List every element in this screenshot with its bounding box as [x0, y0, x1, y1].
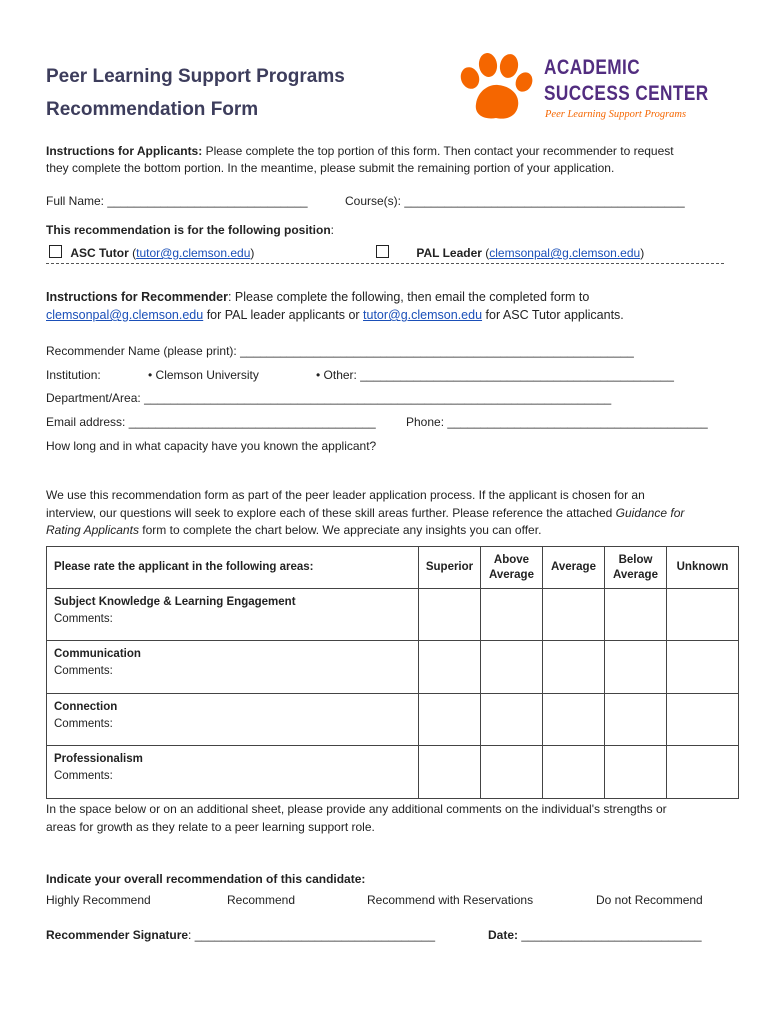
department-row	[46, 391, 611, 405]
asc-tutor-checkbox[interactable]	[49, 245, 62, 258]
applicant-instructions-label: Instructions for Applicants:	[46, 144, 203, 158]
rating-cell[interactable]	[481, 641, 543, 694]
clemson-option[interactable]: • Clemson University	[148, 368, 259, 382]
asc-close-paren: )	[250, 246, 255, 260]
column-label: Below	[618, 553, 653, 566]
courses-field[interactable]: __________________________________________	[404, 194, 685, 208]
rating-cell[interactable]	[481, 694, 543, 746]
pal-leader-option	[376, 245, 644, 260]
rating-cell[interactable]	[605, 746, 667, 799]
recommender-instructions-line2	[46, 308, 624, 322]
intro-line2	[46, 506, 684, 520]
recommender-name-label: Recommender Name (please print):	[46, 344, 237, 358]
rating-comments-label: Comments:	[54, 770, 113, 782]
rating-cell[interactable]	[605, 641, 667, 694]
tiger-paw-icon	[456, 52, 536, 124]
signature-row	[46, 928, 435, 942]
rating-cell[interactable]	[667, 641, 739, 694]
date-label: Date:	[488, 928, 519, 942]
rating-header: Please rate the applicant in the following areas:	[47, 547, 419, 589]
asc-tutor-option	[49, 245, 254, 260]
option-do-not-recommend[interactable]: Do not Recommend	[596, 893, 703, 907]
recommender-instructions-text: : Please complete the following, then email the completed form to	[227, 290, 590, 304]
column-label: Average	[613, 568, 658, 581]
rating-cell[interactable]	[605, 694, 667, 746]
applicant-instructions-line2: they complete the bottom portion. In the meantime, please submit the remaining portion of your application.	[46, 161, 615, 175]
logo-line1: ACADEMIC	[544, 56, 641, 79]
courses-row	[345, 194, 685, 208]
page-title-line1: Peer Learning Support Programs	[46, 66, 345, 87]
option-recommend[interactable]: Recommend	[227, 893, 296, 907]
rating-area-cell[interactable]	[47, 589, 419, 641]
rating-area-name: Professionalism	[54, 753, 143, 765]
recommender-name-field[interactable]: ___________________________________________________________	[240, 344, 634, 358]
asc-tutor-label: ASC Tutor	[70, 246, 129, 260]
rating-comments-label: Comments:	[54, 665, 113, 677]
rating-table	[46, 546, 739, 799]
rating-cell[interactable]	[543, 641, 605, 694]
column-below-average	[605, 547, 667, 589]
intro-line3	[46, 523, 541, 537]
applicant-instructions-text: Please complete the top portion of this form. Then contact your recommender to request	[205, 144, 674, 158]
email-label: Email address:	[46, 415, 126, 429]
section-divider	[46, 263, 724, 264]
tutor-email-link[interactable]: tutor@g.clemson.edu	[363, 308, 483, 322]
column-average	[543, 547, 605, 589]
full-name-row	[46, 194, 308, 208]
signature-field[interactable]: ____________________________________	[194, 928, 435, 942]
date-row	[488, 928, 702, 942]
rating-header-row	[47, 547, 739, 589]
rating-cell[interactable]	[543, 589, 605, 641]
asc-logo	[456, 52, 736, 126]
column-label: Unknown	[676, 561, 729, 573]
intro-line3-italic: Rating Applicants	[46, 523, 139, 537]
table-row	[47, 641, 739, 694]
pal-email-link[interactable]: clemsonpal@g.clemson.edu	[46, 308, 204, 322]
rating-area-cell[interactable]	[47, 746, 419, 799]
asc-open-paren: (	[132, 246, 137, 260]
table-row	[47, 589, 739, 641]
position-label: This recommendation is for the following position	[46, 223, 331, 237]
rating-cell[interactable]	[667, 746, 739, 799]
recommender-instructions-label: Instructions for Recommender	[46, 290, 228, 304]
phone-field[interactable]: _______________________________________	[447, 415, 708, 429]
email-row	[46, 415, 376, 429]
intro-line1: We use this recommendation form as part of the peer leader application process. If the applicant is chosen for an	[46, 488, 645, 502]
rating-area-cell[interactable]	[47, 694, 419, 746]
signature-label: Recommender Signature	[46, 928, 189, 942]
column-label: Above	[493, 553, 530, 566]
other-row	[316, 368, 674, 382]
rating-area-name: Communication	[54, 648, 141, 660]
option-highly-recommend[interactable]: Highly Recommend	[46, 893, 151, 907]
signature-colon: :	[188, 928, 192, 942]
column-above-average	[481, 547, 543, 589]
column-superior	[419, 547, 481, 589]
courses-label: Course(s):	[345, 194, 402, 208]
table-row	[47, 746, 739, 799]
column-unknown	[667, 547, 739, 589]
rating-comments-label: Comments:	[54, 613, 113, 625]
rating-cell[interactable]	[543, 746, 605, 799]
recommender-name-row	[46, 344, 634, 358]
rating-cell[interactable]	[481, 589, 543, 641]
pal-close-paren: )	[640, 246, 645, 260]
rating-cell[interactable]	[419, 694, 481, 746]
phone-label: Phone:	[406, 415, 445, 429]
email-field[interactable]: _____________________________________	[128, 415, 376, 429]
intro-line2-text: interview, our questions will seek to explore each of these skill areas further. Please reference the attached	[46, 506, 616, 520]
applicant-instructions-line1	[46, 144, 674, 158]
logo-tagline: Peer Learning Support Programs	[545, 109, 687, 120]
rating-cell[interactable]	[667, 694, 739, 746]
rating-cell[interactable]	[605, 589, 667, 641]
pal-leader-label: PAL Leader	[416, 246, 482, 260]
option-recommend-with-reservations[interactable]: Recommend with Reservations	[367, 893, 534, 907]
position-heading	[46, 223, 334, 237]
department-label: Department/Area:	[46, 391, 141, 405]
recommender-text-end: for ASC Tutor applicants.	[482, 308, 624, 322]
column-label: Superior	[425, 561, 474, 573]
column-label: Average	[489, 568, 534, 581]
full-name-label: Full Name:	[46, 194, 105, 208]
how-long-question: How long and in what capacity have you known the applicant?	[46, 439, 377, 453]
table-row	[47, 694, 739, 746]
logo-line2: SUCCESS CENTER	[544, 82, 709, 105]
rating-comments-label: Comments:	[54, 718, 113, 730]
other-option[interactable]: • Other:	[316, 368, 357, 382]
additional-comments-line1: In the space below or on an additional sheet, please provide any additional comments on the individual's strengths or	[46, 802, 667, 816]
pal-leader-email-link[interactable]: clemsonpal@g.clemson.edu	[489, 246, 641, 260]
institution-label: Institution:	[46, 368, 101, 382]
asc-tutor-email-link[interactable]: tutor@g.clemson.edu	[136, 246, 251, 260]
recommender-instructions-line1	[46, 290, 589, 304]
rating-area-cell[interactable]	[47, 641, 419, 694]
date-field[interactable]: ___________________________	[521, 928, 702, 942]
recommender-text-mid: for PAL leader applicants or	[203, 308, 364, 322]
phone-row	[406, 415, 708, 429]
full-name-field[interactable]: ______________________________	[107, 194, 308, 208]
department-field[interactable]: ______________________________________________________________________	[144, 391, 612, 405]
pal-open-paren: (	[485, 246, 490, 260]
pal-leader-checkbox[interactable]	[376, 245, 389, 258]
other-field[interactable]: _______________________________________________	[360, 368, 674, 382]
rating-cell[interactable]	[419, 641, 481, 694]
rating-cell[interactable]	[543, 694, 605, 746]
intro-line3-text: form to complete the chart below. We appreciate any insights you can offer.	[138, 523, 542, 537]
rating-cell[interactable]	[667, 589, 739, 641]
rating-cell[interactable]	[481, 746, 543, 799]
position-colon: :	[330, 223, 335, 237]
rating-area-name: Connection	[54, 701, 118, 713]
rating-cell[interactable]	[419, 589, 481, 641]
intro-line2-italic: Guidance for	[615, 506, 685, 520]
column-label: Average	[551, 561, 596, 573]
additional-comments-line2: areas for growth as they relate to a peer learning support role.	[46, 820, 375, 834]
overall-recommendation-label: Indicate your overall recommendation of this candidate:	[46, 872, 366, 886]
page-title-line2: Recommendation Form	[46, 99, 259, 120]
rating-area-name: Subject Knowledge & Learning Engagement	[54, 596, 296, 608]
rating-cell[interactable]	[419, 746, 481, 799]
